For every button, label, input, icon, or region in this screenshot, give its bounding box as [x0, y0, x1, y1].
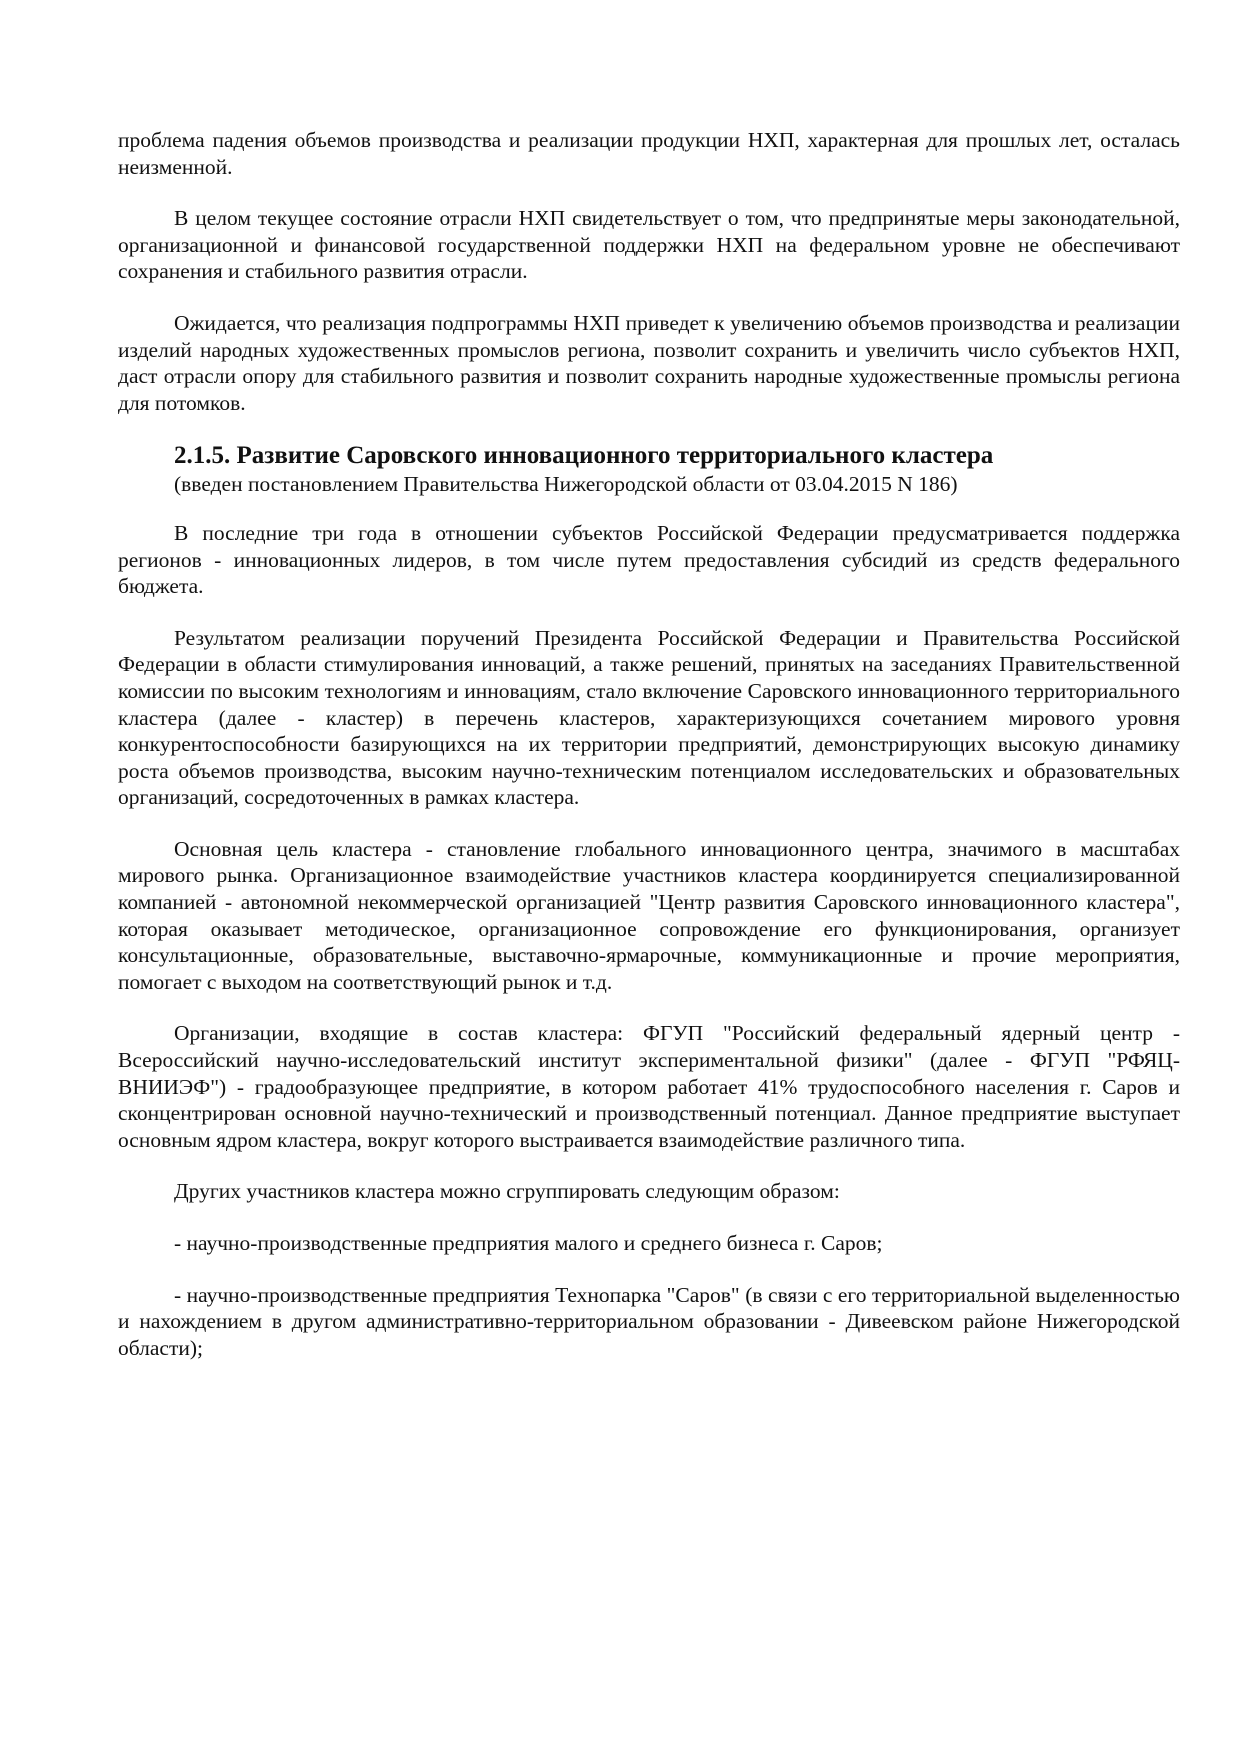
paragraph: Результатом реализации поручений Президента Российской Федерации и Правительства Российской Федерации в области стимулирования инноваций, а также решений, принятых на заседаниях Правительственной комиссии по высоким технологиям и инновациям, стало включение Саровского инновационного территориального кластера (далее - кластер) в перечень кластеров, характеризующихся сочетанием мирового уровня конкурентоспособности базирующихся на их территории предприятий, демонстрирующих высокую динамику роста объемов производства, высоким научно-техническим потенциалом исследовательских и образовательных организаций, сосредоточенных в рамках кластера. [118, 625, 1180, 810]
list-item: - научно-производственные предприятия Технопарка "Саров" (в связи с его территориальной выделенностью и нахождением в другом административно-территориальном образовании - Дивеевском районе Нижегородской области); [118, 1282, 1180, 1360]
paragraph: Ожидается, что реализация подпрограммы НХП приведет к увеличению объемов производства и реализации изделий народных художественных промыслов региона, позволит сохранить и увеличить число субъектов НХП, даст отрасли опору для стабильного развития и позволит сохранить народные художественные промыслы региона для потомков. [118, 310, 1180, 415]
paragraph: проблема падения объемов производства и реализации продукции НХП, характерная для прошлых лет, осталась неизменной. [118, 128, 1180, 179]
list-item: - научно-производственные предприятия малого и среднего бизнеса г. Саров; [174, 1231, 883, 1255]
paragraph: Организации, входящие в состав кластера: ФГУП "Российский федеральный ядерный центр - Всероссийский научно-исследовательский институт экспериментальной физики" (далее - ФГУП "РФЯЦ-ВНИИЭФ") - градообразующее предприятие, в котором работает 41% трудоспособного населения г. Саров и сконцентрирован основной научно-технический и производственный потенциал. Данное предприятие выступает основным ядром кластера, вокруг которого выстраивается взаимодействие различного типа. [118, 1021, 1180, 1152]
section-subtitle: (введен постановлением Правительства Нижегородской области от 03.04.2015 N 186) [174, 472, 958, 497]
section-title: 2.1.5. Развитие Саровского инновационного территориального кластера [174, 442, 994, 470]
paragraph: В последние три года в отношении субъектов Российской Федерации предусматривается поддержка регионов - инновационных лидеров, в том числе путем предоставления субсидий из средств федерального бюджета. [118, 520, 1180, 599]
paragraph: Других участников кластера можно сгруппировать следующим образом: [174, 1179, 840, 1204]
paragraph: Основная цель кластера - становление глобального инновационного центра, значимого в масштабах мирового рынка. Организационное взаимодействие участников кластера координируется специализированной компанией - автономной некоммерческой организацией "Центр развития Саровского инновационного кластера", которая оказывает методическое, организационное сопровождение его функционирования, организует консультационные, образовательные, выставочно-ярмарочные, коммуникационные и прочие мероприятия, помогает с выходом на соответствующий рынок и т.д. [118, 836, 1180, 994]
paragraph: В целом текущее состояние отрасли НХП свидетельствует о том, что предпринятые меры законодательной, организационной и финансовой государственной поддержки НХП на федеральном уровне не обеспечивают сохранения и стабильного развития отрасли. [118, 206, 1180, 284]
document-page [118, 127, 1180, 1386]
